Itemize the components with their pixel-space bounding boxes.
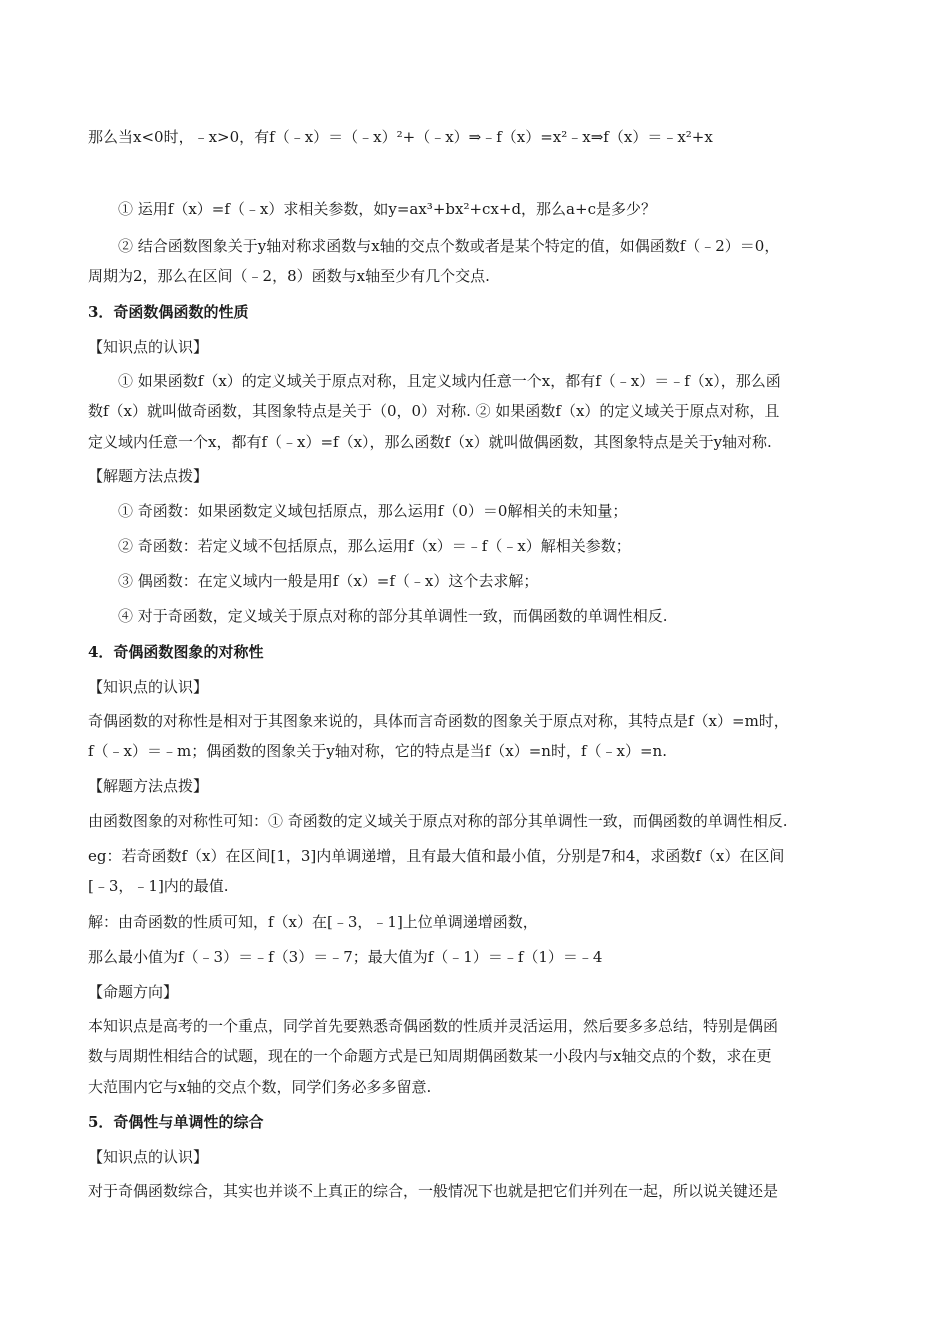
subsection-label: 【解题方法点拨】 [88,777,209,795]
text-line: eg：若奇函数f（x）在区间[1，3]内单调递增，且有最大值和最小值，分别是7和4，求函数f（x）在区间 [88,847,785,865]
subsection-label: 【命题方向】 [88,983,179,1001]
text-line: 那么最小值为f（﹣3）＝﹣f（3）＝﹣7；最大值为f（﹣1）＝﹣f（1）＝﹣4 [88,948,603,966]
text-line: f（﹣x）＝﹣m；偶函数的图象关于y轴对称，它的特点是当f（x）=n时，f（﹣x）=n. [88,742,667,760]
subsection-label: 【解题方法点拨】 [88,467,209,485]
text-line: ① 如果函数f（x）的定义域关于原点对称，且定义域内任意一个x，都有f（﹣x）＝﹣f（x），那么函 [118,372,781,390]
text-line: 由函数图象的对称性可知：① 奇函数的定义域关于原点对称的部分其单调性一致，而偶函数的单调性相反. [88,812,788,830]
subsection-label: 【知识点的认识】 [88,338,209,356]
section-heading: 5．奇偶性与单调性的综合 [88,1113,264,1131]
text-line: [﹣3，﹣1]内的最值. [88,877,229,895]
text-line: 定义域内任意一个x，都有f（﹣x）=f（x），那么函数f（x）就叫做偶函数，其图象特点是关于y轴对称. [88,433,772,451]
text-line: 对于奇偶函数综合，其实也并谈不上真正的综合，一般情况下也就是把它们并列在一起，所以说关键还是 [88,1182,779,1200]
text-line: 奇偶函数的对称性是相对于其图象来说的，具体而言奇函数的图象关于原点对称，其特点是f（x）=m时， [88,712,789,730]
text-line: ④ 对于奇函数，定义域关于原点对称的部分其单调性一致，而偶函数的单调性相反. [118,607,668,625]
text-line: ① 奇函数：如果函数定义域包括原点，那么运用f（0）＝0解相关的未知量； [118,502,628,520]
text-line: 数与周期性相结合的试题，现在的一个命题方式是已知周期偶函数某一小段内与x轴交点的个数，求在更 [88,1047,772,1065]
text-line: 本知识点是高考的一个重点，同学首先要熟悉奇偶函数的性质并灵活运用，然后要多多总结，特别是偶函 [88,1017,779,1035]
section-heading: 3．奇函数偶函数的性质 [88,303,249,321]
text-line: ③ 偶函数：在定义域内一般是用f（x）=f（﹣x）这个去求解； [118,572,539,590]
text-line: 大范围内它与x轴的交点个数，同学们务必多多留意. [88,1078,432,1096]
text-line: 周期为2，那么在区间（﹣2，8）函数与x轴至少有几个交点. [88,267,490,285]
text-line: ② 奇函数：若定义域不包括原点，那么运用f（x）＝﹣f（﹣x）解相关参数； [118,537,631,555]
text-line: ② 结合函数图象关于y轴对称求函数与x轴的交点个数或者是某个特定的值，如偶函数f（﹣2）＝0， [118,237,780,255]
subsection-label: 【知识点的认识】 [88,678,209,696]
section-heading: 4．奇偶函数图象的对称性 [88,643,264,661]
subsection-label: 【知识点的认识】 [88,1148,209,1166]
text-line: ① 运用f（x）=f（﹣x）求相关参数，如y=ax³+bx²+cx+d，那么a+c是多少？ [118,200,656,218]
text-line: 数f（x）就叫做奇函数，其图象特点是关于（0，0）对称. ② 如果函数f（x）的定义域关于原点对称，且 [88,402,780,420]
text-line: 解：由奇函数的性质可知，f（x）在[﹣3，﹣1]上位单调递增函数， [88,913,538,931]
text-line: 那么当x<0时，﹣x>0，有f（﹣x）＝（﹣x）²+（﹣x）⇒﹣f（x）=x²﹣x⇒f（x）＝﹣x²+x [88,128,713,146]
